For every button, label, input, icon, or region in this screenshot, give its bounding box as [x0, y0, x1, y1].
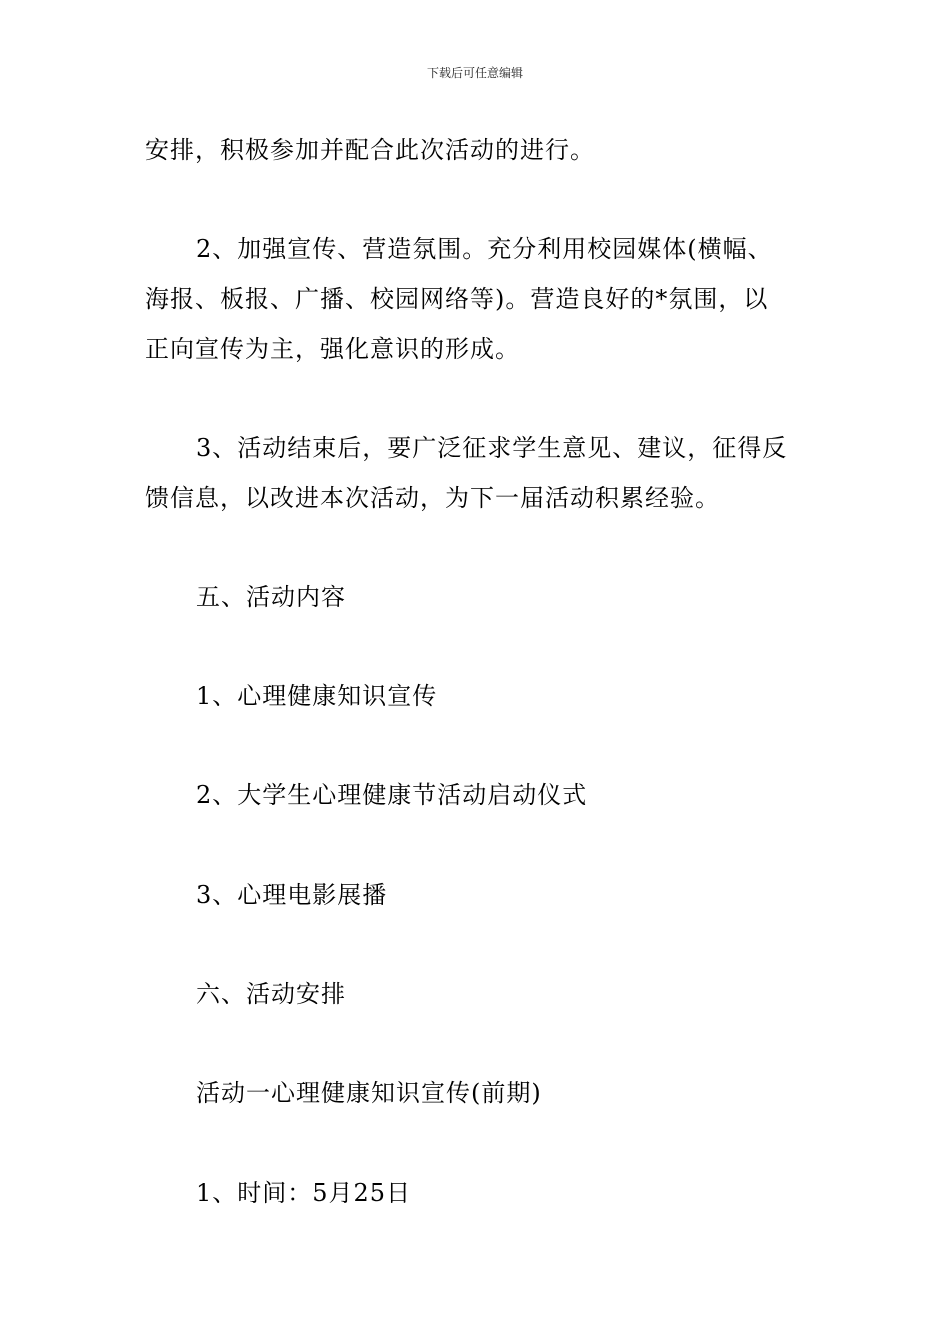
paragraph-line: 海报、板报、广播、校园网络等)。营造良好的*氛围，以 — [145, 285, 769, 313]
list-item: 2、大学生心理健康节活动启动仪式 — [196, 781, 588, 809]
paragraph-line: 安排，积极参加并配合此次活动的进行。 — [145, 136, 595, 164]
section-heading: 六、活动安排 — [196, 980, 346, 1008]
page-header: 下载后可任意编辑 — [426, 66, 523, 80]
list-item: 1、心理健康知识宣传 — [196, 682, 438, 710]
subsection-heading: 活动一心理健康知识宣传(前期) — [196, 1079, 542, 1107]
paragraph-line: 正向宣传为主，强化意识的形成。 — [145, 335, 520, 363]
paragraph-line: 馈信息，以改进本次活动，为下一届活动积累经验。 — [145, 484, 720, 512]
list-item: 1、时间：5月25日 — [196, 1179, 412, 1207]
section-heading: 五、活动内容 — [196, 583, 346, 611]
list-item: 3、心理电影展播 — [196, 881, 388, 909]
paragraph-line: 3、活动结束后，要广泛征求学生意见、建议，征得反 — [196, 434, 788, 462]
paragraph-line: 2、加强宣传、营造氛围。充分利用校园媒体(横幅、 — [196, 235, 773, 263]
